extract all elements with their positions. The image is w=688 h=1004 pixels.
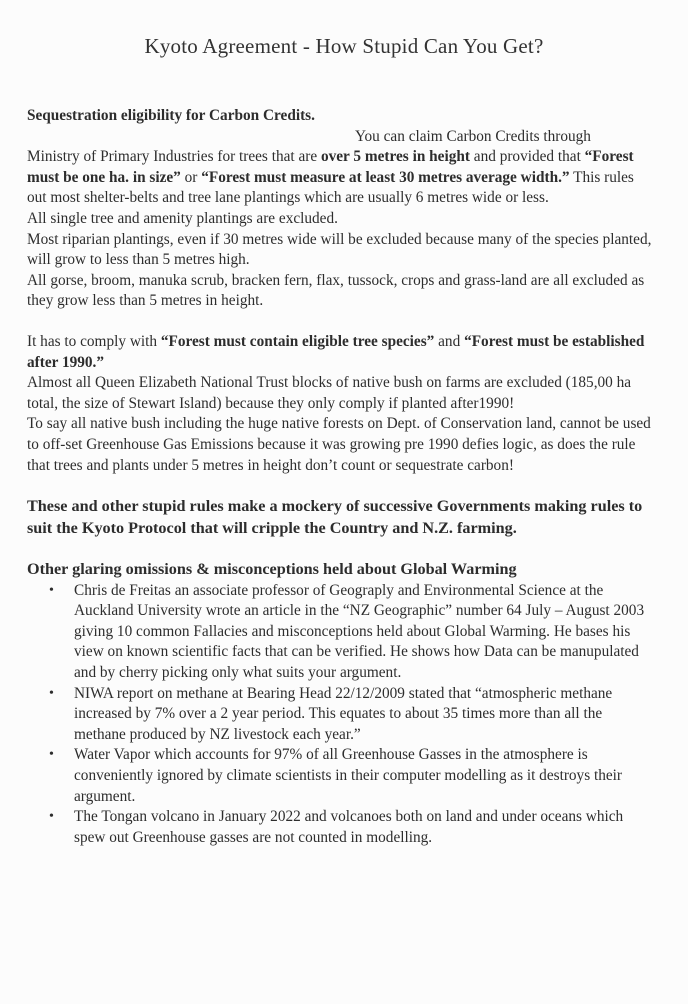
omissions-list (27, 581, 657, 849)
list-item (49, 581, 657, 684)
bullet: • (49, 809, 54, 825)
document-body (27, 106, 657, 848)
paragraph-qe-trust: Almost all Queen Elizabeth National Trust blocks of native bush on farms are excluded (185,00 ha total, the size of Stewart Island) because they only comply if planted after1990! (27, 374, 632, 412)
paragraph-eligibility (27, 147, 657, 209)
paragraph-native-bush: To say all native bush including the huge native forests on Dept. of Conservation land, cannot be used to off-set Greenhouse Gas Emissions because it was growing pre 1990 defies logic, as does the rule that trees and plants under 5 metres in height don’t count or sequestrate carbon! (27, 415, 651, 474)
list-item (49, 807, 657, 848)
list-item-text: NIWA report on methane at Bearing Head 22/12/2009 stated that “atmospheric methane increased by 7% over a 2 year period. This equates to about 35 times more than all the methane produced by NZ livestock each year.” (74, 684, 613, 743)
text-span: This rules out most shelter-belts and tree lane plantings which are usually 6 metres wide or less. (27, 168, 634, 207)
bullet: • (49, 747, 54, 763)
bold-span: “Forest must measure at least 30 metres average width.” (201, 168, 570, 186)
section-heading-omissions: Other glaring omissions & misconceptions held about Global Warming (27, 560, 517, 579)
list-item-text: The Tongan volcano in January 2022 and volcanoes both on land and under oceans which spew out Greenhouse gasses are not counted in modelling. (74, 808, 624, 846)
bold-span: over 5 metres in height (320, 148, 470, 166)
bold-span: “Forest must be one ha. in size” (27, 148, 634, 186)
spacer (27, 476, 657, 496)
page-title: Kyoto Agreement - How Stupid Can You Get? (144, 34, 544, 58)
bold-span: “Forest must be established after 1990.” (27, 332, 645, 371)
paragraph-single-tree: All single tree and amenity plantings are excluded. (27, 209, 338, 227)
text-span: It has to comply with (27, 332, 161, 350)
text-span: or (180, 168, 202, 186)
list-item-text: Water Vapor which accounts for 97% of all Greenhouse Gasses in the atmosphere is conveniently ignored by climate scientists in their computer modelling as it destroys their argument. (74, 746, 623, 805)
text-span: and provided that (469, 148, 585, 166)
paragraph-stupid-rules: These and other stupid rules make a mockery of successive Governments making rules to suit the Kyoto Protocol that will cripple the Country and N.Z. farming. (27, 497, 643, 537)
spacer (27, 539, 657, 559)
bullet: • (49, 685, 54, 701)
bullet: • (49, 582, 54, 598)
list-item (49, 684, 657, 746)
list-item (49, 745, 657, 807)
section-heading-sequestration: Sequestration eligibility for Carbon Credits. (27, 107, 315, 124)
text-span: and (434, 332, 465, 350)
spacer (27, 312, 657, 332)
paragraph-gorse: All gorse, broom, manuka scrub, bracken fern, flax, tussock, crops and grass-land are all excluded as they grow less than 5 metres in height. (27, 271, 645, 310)
bold-span: “Forest must contain eligible tree species” (160, 332, 435, 350)
paragraph-comply (27, 332, 657, 373)
text-span: Ministry of Primary Industries for trees that are (27, 148, 321, 166)
paragraph-fragment: You can claim Carbon Credits through (355, 127, 591, 145)
list-item-text: Chris de Freitas an associate professor of Geograply and Environmental Science at the Auckland University wrote an article in the “NZ Geographic” number 64 July – August 2003 giving 10 common Fallacies and misconceptions held about Global Warming. He bases his view on known scientific facts that can be verified. He shows how Data can be manupulated and by cherry picking only what suits your argument. (74, 581, 645, 681)
paragraph-riparian: Most riparian plantings, even if 30 metres wide will be excluded because many of the species planted, will grow to less than 5 metres high. (27, 230, 652, 269)
